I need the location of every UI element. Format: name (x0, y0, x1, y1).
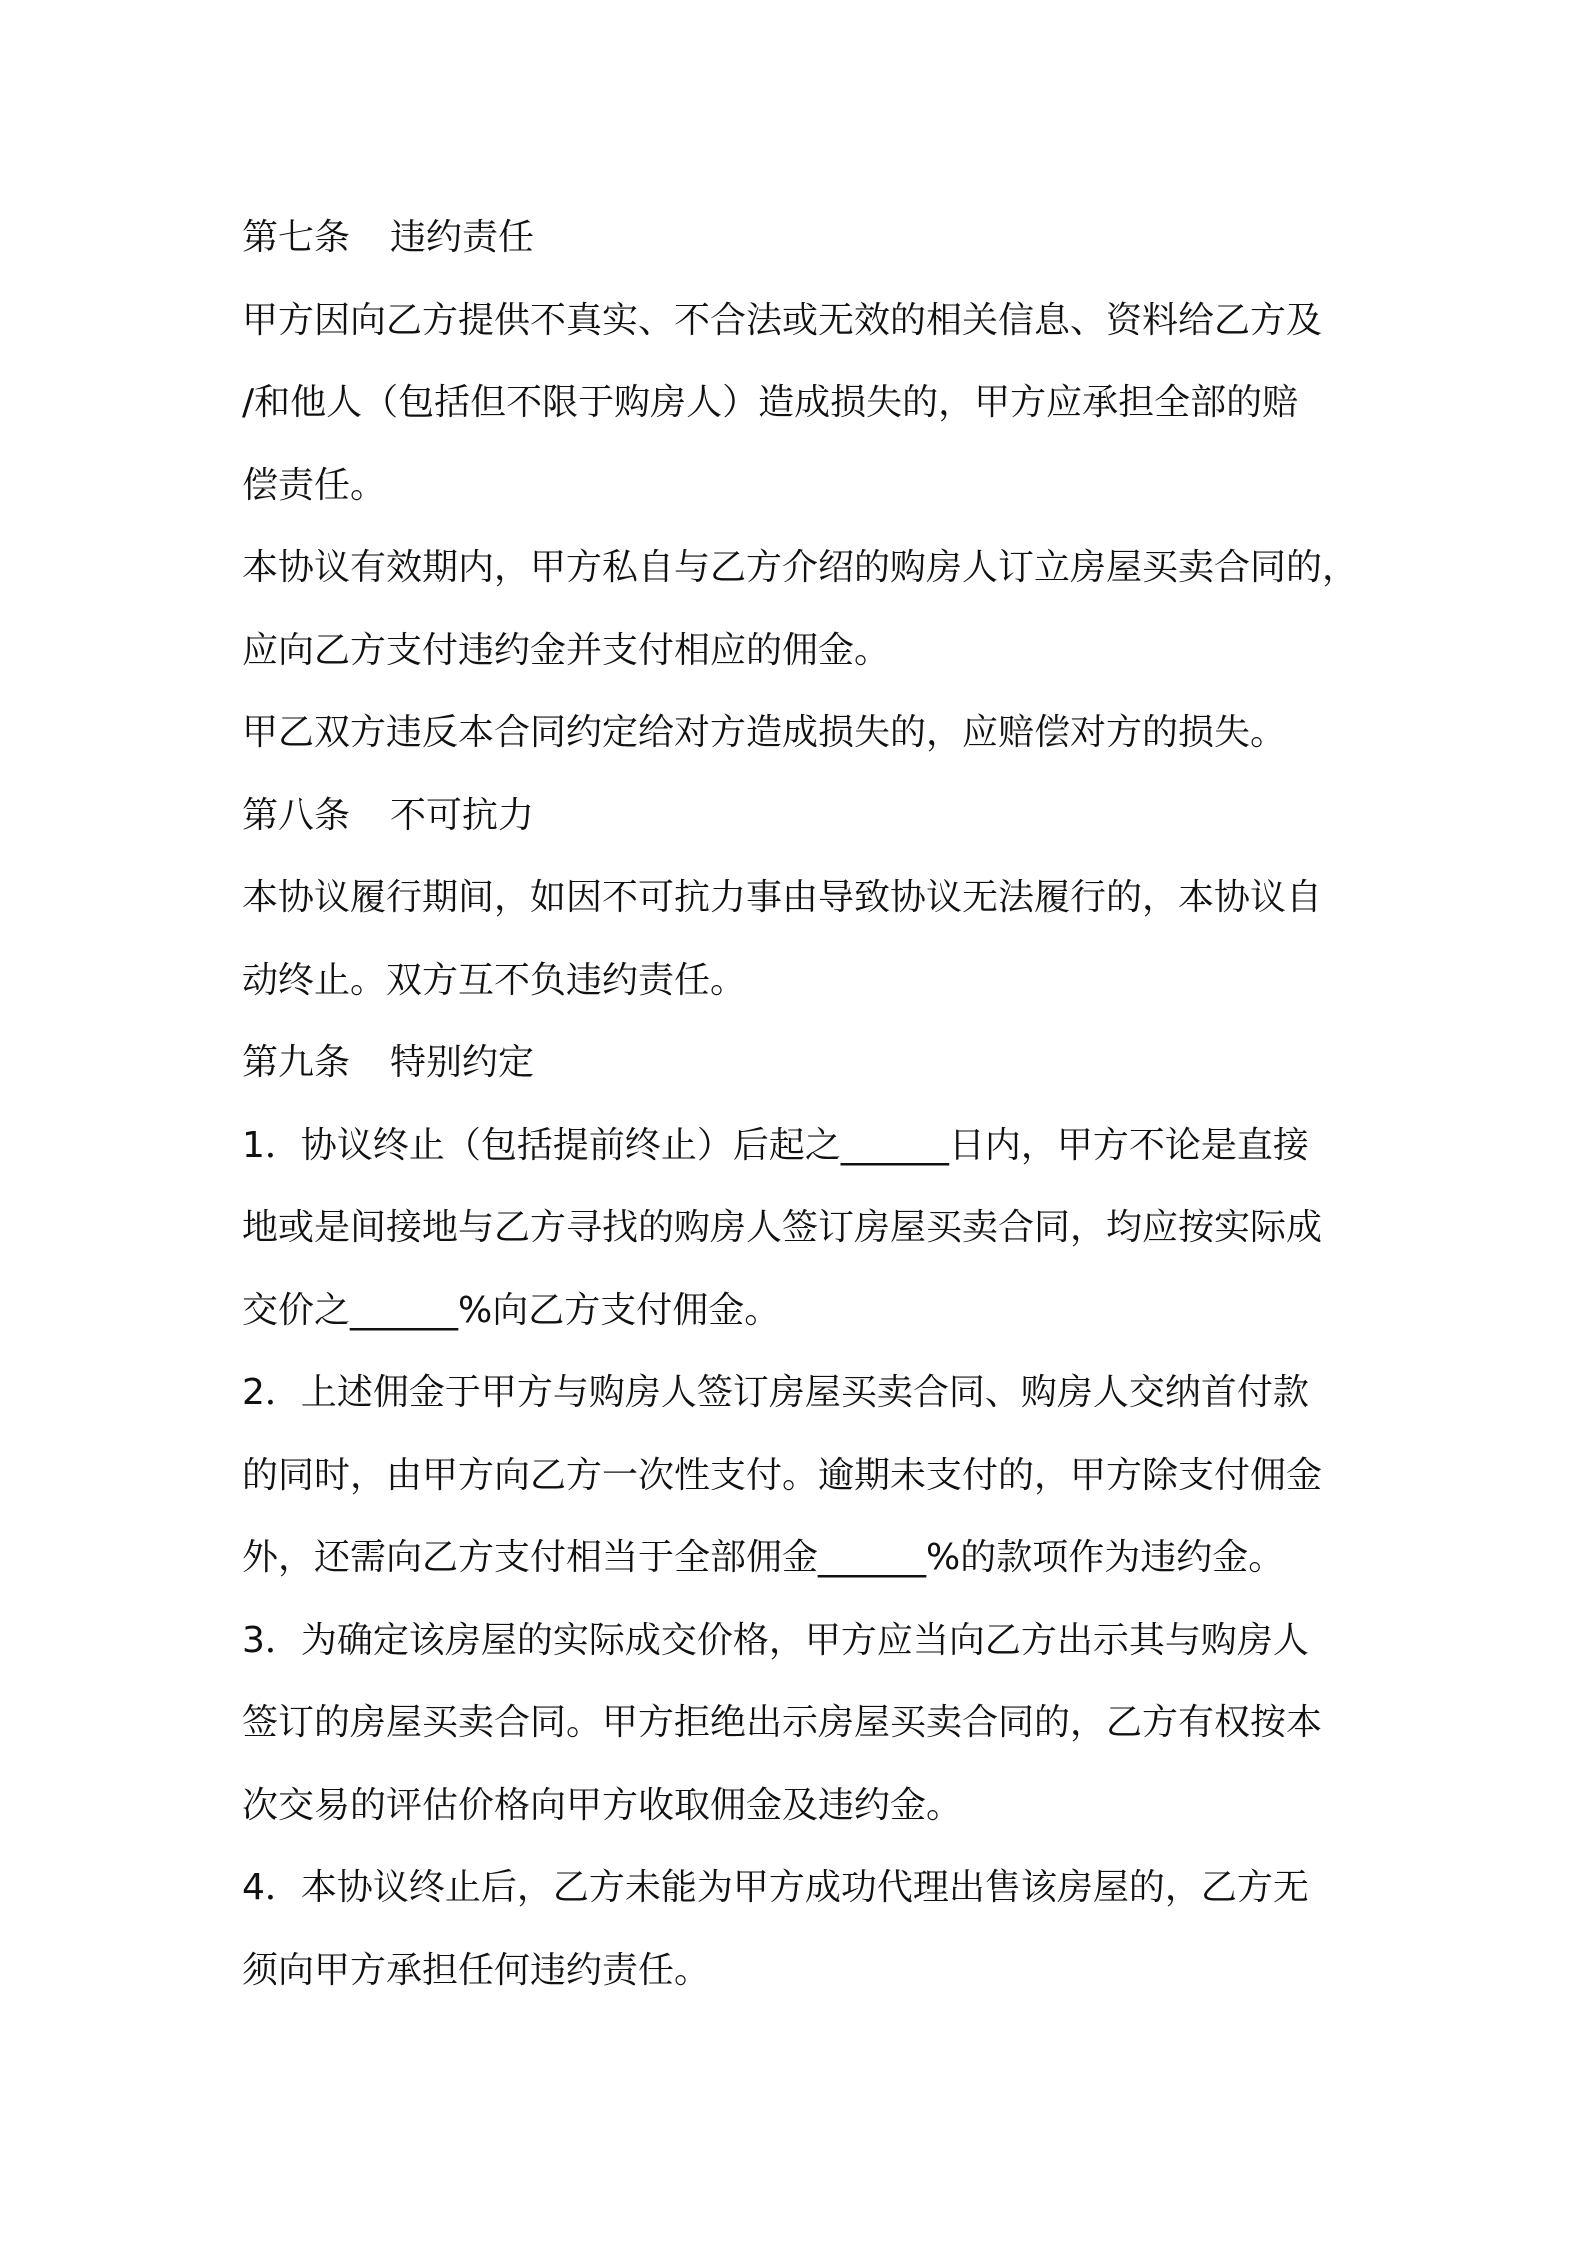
article9-line-8: 签订的房屋买卖合同。甲方拒绝出示房屋买卖合同的，乙方有权按本 (242, 1702, 1323, 1743)
article7-title: 违约责任 (390, 217, 535, 258)
article9-line-10: 4．本协议终止后，乙方未能为甲方成功代理出售该房屋的，乙方无 (242, 1867, 1309, 1908)
article9-title: 特别约定 (390, 1042, 535, 1083)
article9-line-9: 次交易的评估价格向甲方收取佣金及违约金。 (242, 1784, 963, 1826)
article7-heading (242, 197, 1382, 280)
article9-line-2: 地或是间接地与乙方寻找的购房人签订房屋买卖合同，均应按实际成 (242, 1207, 1323, 1248)
article8-number: 第八条 (242, 794, 351, 836)
article8-line-1: 本协议履行期间，如因不可抗力事由导致协议无法履行的，本协议自 (242, 877, 1323, 918)
article8-line-2: 动终止。双方互不负违约责任。 (242, 959, 747, 1001)
article7-number: 第七条 (242, 217, 351, 258)
article7-line-1: 甲方因向乙方提供不真实、不合法或无效的相关信息、资料给乙方及 (242, 299, 1323, 341)
article9-line-4: 2．上述佣金于甲方与购房人签订房屋买卖合同、购房人交纳首付款 (242, 1372, 1309, 1413)
article8-title: 不可抗力 (390, 794, 535, 836)
article9-line-6: 外，还需向乙方支付相当于全部佣金______%的款项作为违约金。 (242, 1537, 1285, 1578)
contract-page (242, 197, 1382, 2012)
article7-line-5: 应向乙方支付违约金并支付相应的佣金。 (242, 629, 891, 671)
article7-line-2: /和他人（包括但不限于购房人）造成损失的，甲方应承担全部的赔 (242, 382, 1299, 423)
article7-line-6: 甲乙双方违反本合同约定给对方造成损失的，应赔偿对方的损失。 (242, 712, 1287, 753)
article9-line-11: 须向甲方承担任何违约责任。 (242, 1949, 711, 1991)
article9-number: 第九条 (242, 1042, 351, 1083)
article8-heading (242, 775, 1382, 858)
article9-heading (242, 1022, 1382, 1105)
article9-line-5: 的同时，由甲方向乙方一次性支付。逾期未支付的，甲方除支付佣金 (242, 1454, 1323, 1496)
article9-line-1: 1．协议终止（包括提前终止）后起之______日内，甲方不论是直接 (242, 1124, 1309, 1166)
article9-line-3: 交价之______%向乙方支付佣金。 (242, 1289, 781, 1331)
article7-line-4: 本协议有效期内，甲方私自与乙方介绍的购房人订立房屋买卖合同的， (242, 547, 1359, 588)
article9-line-7: 3．为确定该房屋的实际成交价格，甲方应当向乙方出示其与购房人 (242, 1619, 1309, 1661)
article7-line-3: 偿责任。 (242, 464, 387, 506)
